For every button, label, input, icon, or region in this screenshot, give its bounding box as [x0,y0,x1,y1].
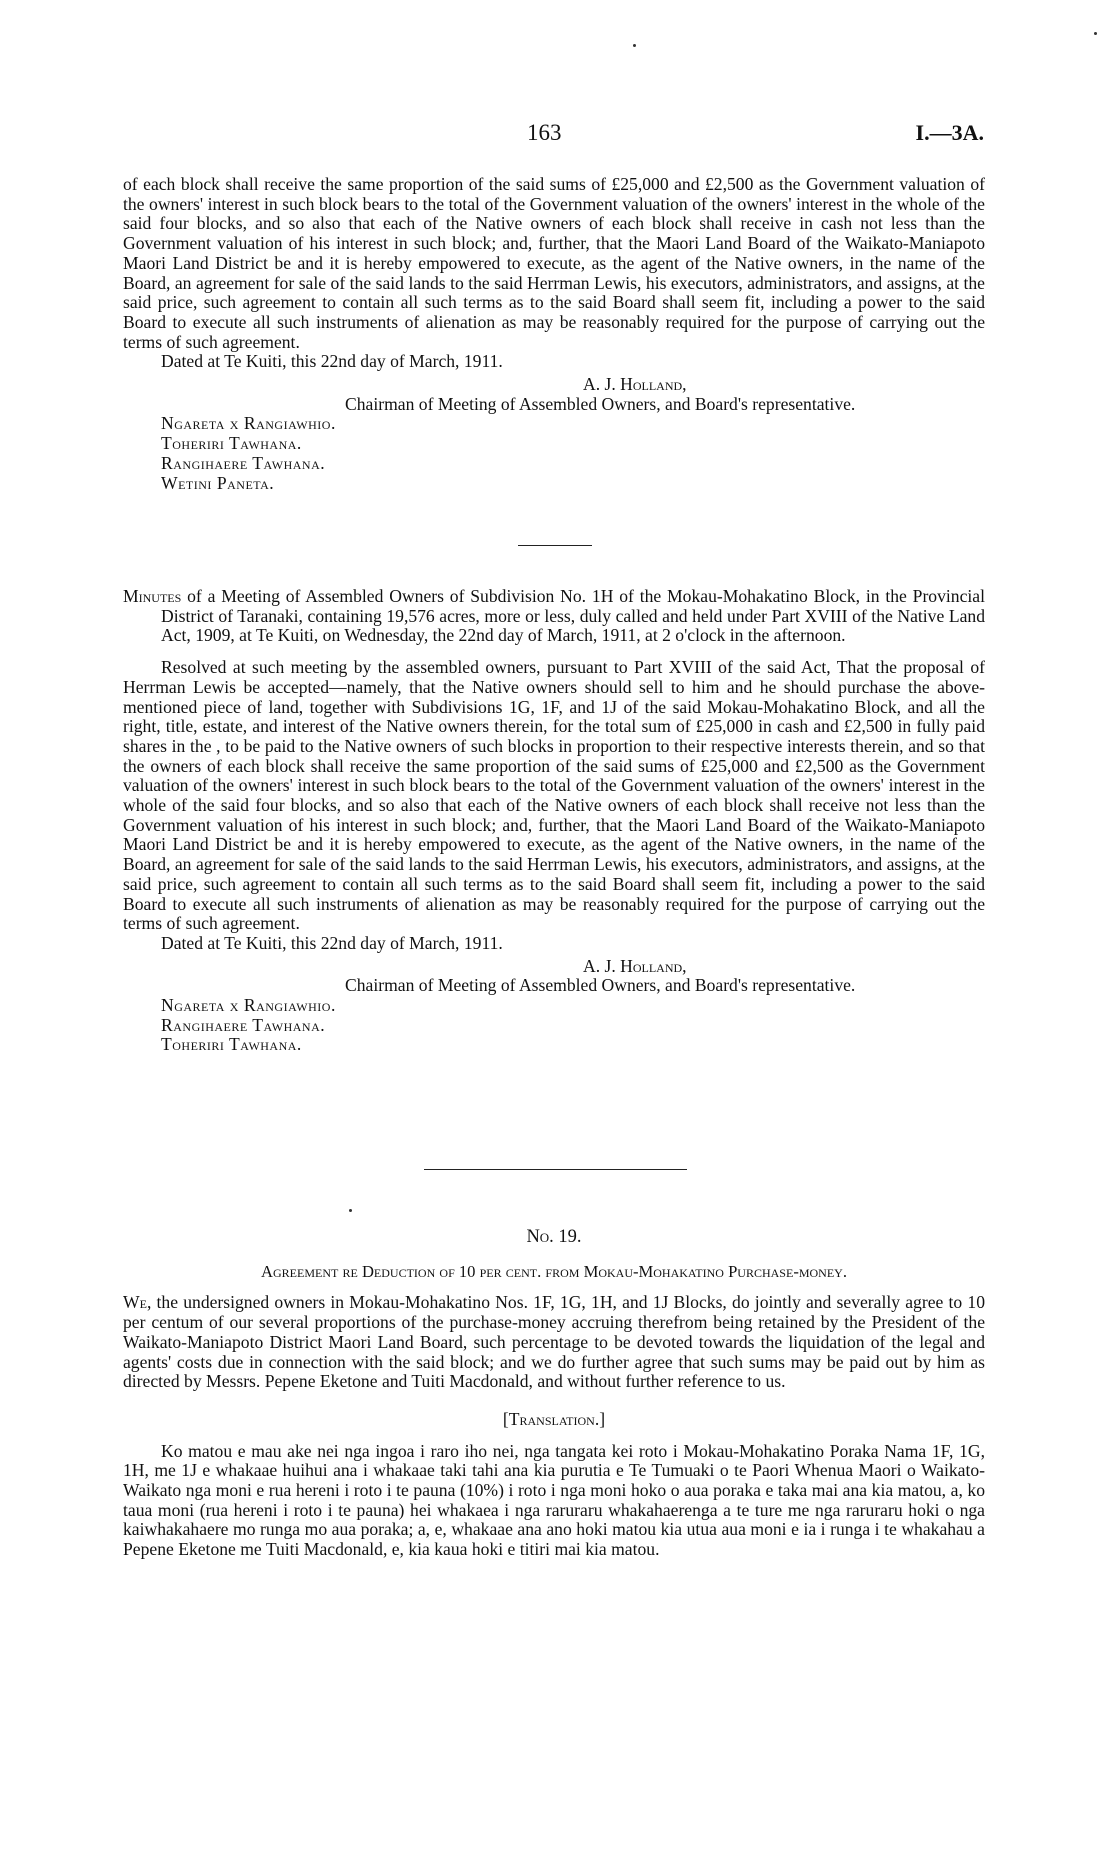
minutes-section [123,587,985,1055]
signatory-title: Chairman of Meeting of Assembled Owners, and Board's representative. [345,975,856,996]
dated-line: Dated at Te Kuiti, this 22nd day of March, 1911. [161,932,503,953]
witness-list [161,996,985,1055]
continuation-section [123,175,985,493]
resolution-paragraph: Resolved at such meeting by the assembled owners, pursuant to Part XVIII of the said Act, That the proposal of Herrman Lewis be accepted—namely, that the Native owners should sell to him and he should purchase the above-mentioned piece of land, together with Subdivisions 1G, 1F, and 1J of the said Mokau-Mohakatino Block, and all the right, title, estate, and interest of the Native owners therein, for the total sum of £25,000 in cash and £2,500 in fully paid shares in the , to be paid to the Native owners of such blocks in proportion to their respective interests therein, and so that the owners of each block shall receive the same proportion of the said sums of £25,000 and £2,500 as the Government valuation of the owners' interest in such block bears to the total of the Government valuation of the owners' interest in the whole of the said four blocks, and so also that each of the Native owners of each block shall receive not less than the Government valuation of his interest in such block; and, further, that the Maori Land Board of the Waikato-Maniapoto Maori Land District be and it is hereby empowered to execute, as the agent of the Native owners, in the name of the Board, an agreement for sale of the said lands to the said Herrman Lewis, his executors, administrators, and assigns, at the said price, such agreement to contain all such terms as to the said Board shall seem fit, including a power to the said Board to execute all such instruments of alienation as may be reasonably required for the purpose of carrying out the terms of such agreement. [123,657,985,934]
witness-name: Toheriri Tawhana. [161,1034,302,1055]
scan-speck [633,44,636,47]
page-header [0,120,1114,146]
witness-name: Wetini Paneta. [161,472,275,493]
witness-name: Rangihaere Tawhana. [161,1014,326,1035]
document-reference: I.—3A. [915,120,984,145]
witness-list [161,414,985,493]
minutes-heading-lead: Minutes [123,586,182,606]
continuation-paragraph: of each block shall receive the same proportion of the said sums of £25,000 and £2,500 as the Government valuation of the owners' interest in such block bears to the total of the Government valuation of the owners' interest in the whole of the said four blocks, and so also that each of the Native owners of each block shall receive in cash not less than the Government valuation of his interest in such block; and, further, that the Maori Land Board of the Waikato-Maniapoto Maori Land District be and it is hereby empowered to execute, as the agent of the Native owners, in the name of the Board, an agreement for sale of the said lands to the said Herrman Lewis, his executors, administrators, and assigns, at the said price, such agreement to contain all such terms as to the said Board shall seem fit, including a power to the said Board to execute all such instruments of alienation as may be reasonably required for the purpose of carrying out the terms of such agreement. [123,174,985,352]
witness-name: Ngareta x Rangiawhio. [161,413,336,434]
signatory-title: Chairman of Meeting of Assembled Owners, and Board's representative. [345,393,856,414]
signatory-name: A. J. Holland, [583,955,687,976]
minutes-heading-text: of a Meeting of Assembled Owners of Subdivision No. 1H of the Mokau-Mohakatino Block, in the Provincial District of Taranaki, containing 19,576 acres, more or less, duly called and held under Part XVIII of the Native Land Act, 1909, at Te Kuiti, on Wednesday, the 22nd day of March, 1911, at 2 o'clock in the afternoon. [161,586,985,646]
agreement-body [123,1293,985,1392]
agreement-body-text: , the undersigned owners in Mokau-Mohakatino Nos. 1F, 1G, 1H, and 1J Blocks, do jointly and severally agree to 10 per centum of our several proportions of the purchase-money accruing therefrom being retained by the President of the Waikato-Maniapoto District Maori Land Board, such percentage to be devoted towards the liquidation of the legal and agents' costs due in connection with the said block; and we do further agree that such sums may be paid out by him as directed by Messrs. Pepene Eketone and Tuiti Macdonald, and without further reference to us. [123,1292,985,1392]
witness-name: Rangihaere Tawhana. [161,452,326,473]
agreement-body-lead: We [123,1292,147,1313]
agreement-title: Agreement re Deduction of 10 per cent. from Mokau-Mohakatino Purchase-money. [261,1261,847,1281]
section-divider [424,1169,687,1170]
document-number: No. 19. [526,1227,582,1247]
agreement-section [123,1228,985,1560]
section-divider [518,545,592,546]
witness-name: Ngareta x Rangiawhio. [161,995,336,1016]
signatory-name: A. J. Holland, [583,374,687,395]
dated-line: Dated at Te Kuiti, this 22nd day of March, 1911. [161,351,503,372]
page-number: 163 [527,120,562,145]
witness-name: Toheriri Tawhana. [161,433,302,454]
translation-heading: [Translation.] [502,1408,606,1429]
scan-speck [349,1209,352,1212]
translation-paragraph: Ko matou e mau ake nei nga ingoa i raro iho nei, nga tangata kei roto i Mokau-Mohakatino Poraka Nama 1F, 1G, 1H, me 1J e whakaae huihui ana i whakaae taki tahi ana kia purutia e Te Tumuaki o te Paori Whenua Maori o Waikato-Waikato nga moni e rua hereni i roto i te pauna (10%) i roto i nga moni hoko o aua poraka e taka mai ana kia matou, a, ko taua moni (rua hereni i roto i te pauna) hei whakaea i nga raruraru whakahaerenga a te ture me nga raruraru hoki o nga kaiwhakahaere mo runga mo aua poraka; a, e, whakaae ana ano hoki matou kia utua aua moni e ia i runga i te whakahau a Pepene Eketone me Tuiti Macdonald, e, kia kaua hoki e titiri mai kia matou. [123,1440,985,1560]
scan-speck [1094,32,1097,35]
minutes-heading [123,587,985,646]
